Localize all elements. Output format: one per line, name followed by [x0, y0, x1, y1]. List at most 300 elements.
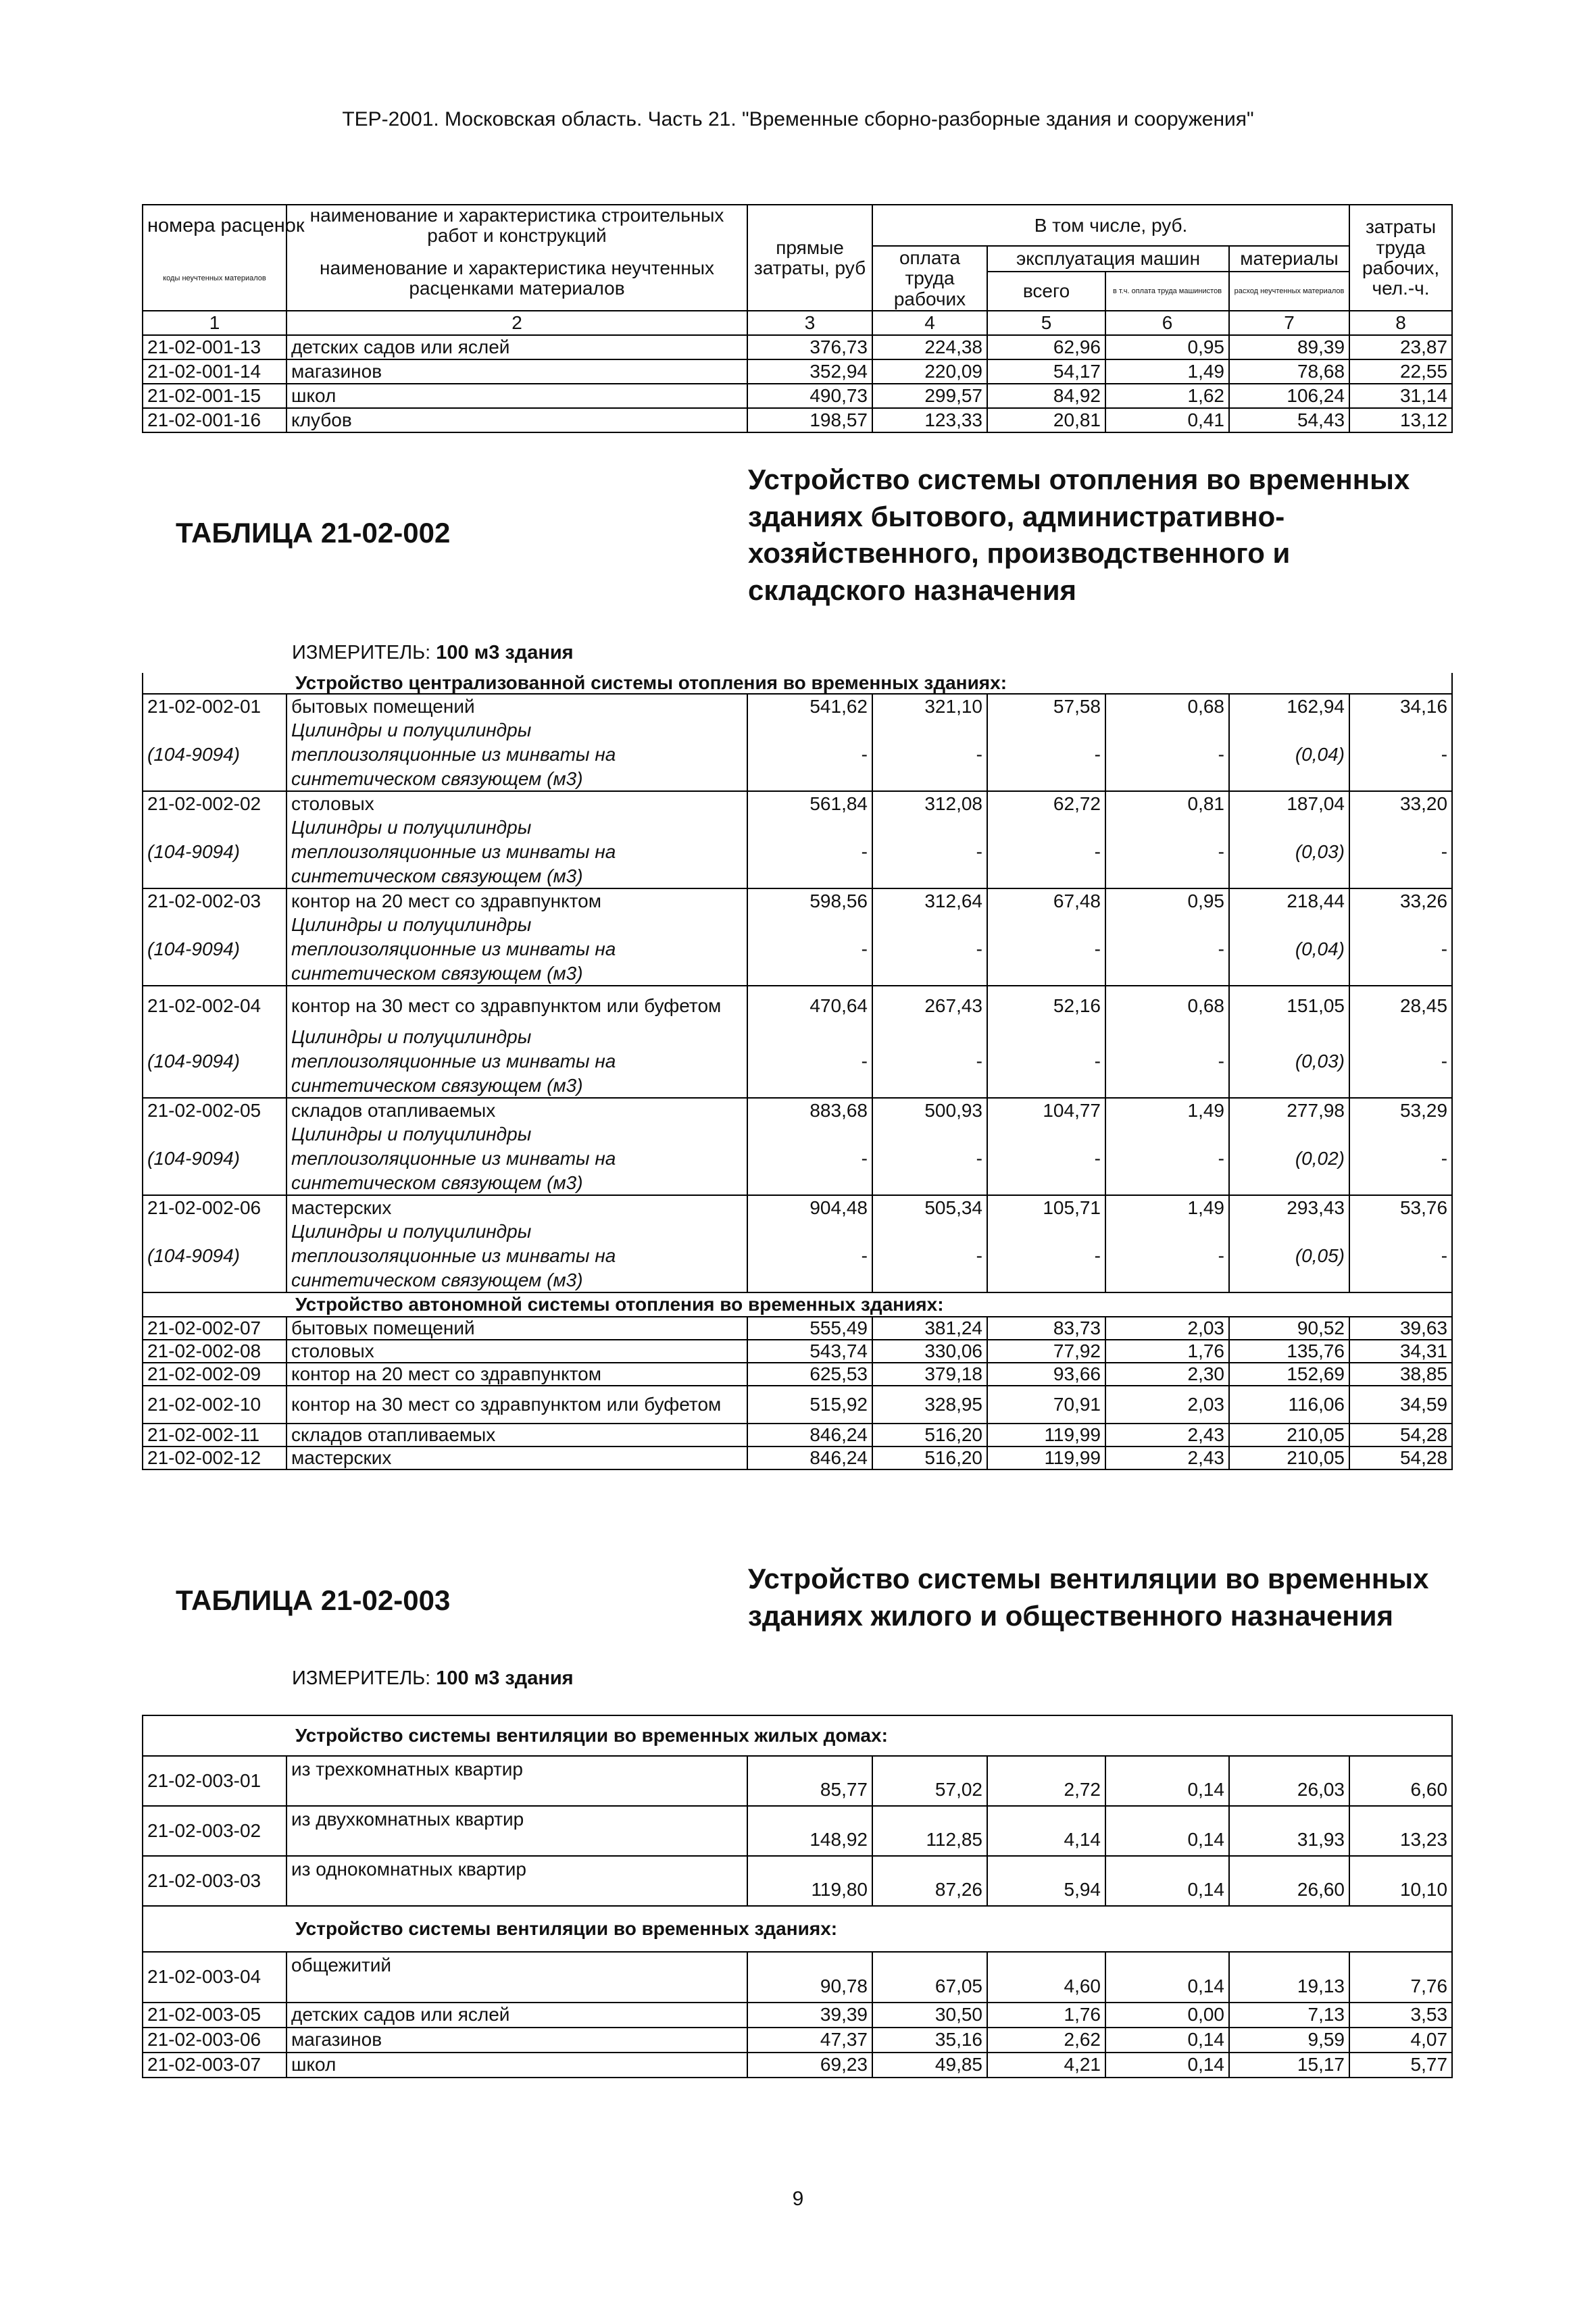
value-cell: 33,26	[1349, 888, 1452, 913]
value-cell: 5,94	[987, 1856, 1105, 1906]
value-cell	[1349, 1268, 1452, 1292]
col-number: 7	[1229, 311, 1349, 335]
material-code	[143, 1268, 286, 1292]
value-cell: 470,64	[747, 986, 872, 1025]
value-cell: 0,68	[1105, 694, 1229, 718]
table-label: ТАБЛИЦА 21-02-002	[176, 517, 451, 549]
table-row	[143, 1386, 1452, 1424]
table-title-line: зданиях бытового, административно-	[748, 500, 1285, 532]
value-cell	[1105, 1074, 1229, 1098]
value-cell: 3,53	[1349, 2003, 1452, 2028]
value-cell: 39,39	[747, 2003, 872, 2028]
table-row	[143, 1806, 1452, 1856]
value-cell	[747, 913, 872, 937]
measure-label: ИЗМЕРИТЕЛЬ:	[292, 1667, 431, 1689]
table-row	[143, 1756, 1452, 1806]
value-cell: 0,14	[1105, 2053, 1229, 2078]
rate-code: 21-02-003-01	[143, 1756, 286, 1806]
measure-value: 100 м3 здания	[436, 642, 574, 663]
material-row	[143, 767, 1452, 791]
value-cell: 69,23	[747, 2053, 872, 2078]
table-row	[143, 2028, 1452, 2053]
material-code: (104-9094)	[143, 840, 286, 864]
material-row	[143, 1268, 1452, 1292]
value-cell: -	[1349, 1147, 1452, 1171]
value-cell: 38,85	[1349, 1363, 1452, 1386]
rate-code: 21-02-002-09	[143, 1363, 286, 1386]
value-cell: -	[987, 743, 1105, 767]
value-cell: 561,84	[747, 791, 872, 815]
value-cell	[872, 1122, 987, 1147]
material-name: теплоизоляционные из минваты на	[286, 937, 747, 961]
value-cell: 119,99	[987, 1447, 1105, 1469]
value-cell: -	[872, 1049, 987, 1074]
group-header-centralized: Устройство централизованной системы отопления во временных зданиях:	[143, 673, 1452, 694]
value-cell: 162,94	[1229, 694, 1349, 718]
value-cell: 277,98	[1229, 1098, 1349, 1122]
value-cell	[987, 1268, 1105, 1292]
value-cell	[987, 961, 1105, 986]
value-cell: 123,33	[872, 408, 987, 432]
value-cell: 19,13	[1229, 1952, 1349, 2003]
value-cell: 31,93	[1229, 1806, 1349, 1856]
table-row	[143, 1447, 1452, 1469]
value-cell: 90,78	[747, 1952, 872, 2003]
value-cell: 0,68	[1105, 986, 1229, 1025]
value-cell: 379,18	[872, 1363, 987, 1386]
value-cell	[987, 1171, 1105, 1195]
table-title	[748, 461, 1410, 609]
value-cell: 34,31	[1349, 1340, 1452, 1363]
table-title-line: Устройство системы отопления во временных	[748, 463, 1410, 495]
value-cell	[872, 864, 987, 888]
value-cell: 904,48	[747, 1195, 872, 1219]
value-cell: 500,93	[872, 1098, 987, 1122]
value-cell: 0,14	[1105, 1856, 1229, 1906]
material-code	[143, 961, 286, 986]
table-title-line: Устройство системы вентиляции во временных	[748, 1563, 1429, 1594]
table-21-02-001	[142, 204, 1453, 433]
table-21-02-002	[142, 673, 1453, 1470]
rate-code: 21-02-002-02	[143, 791, 286, 815]
work-name: мастерских	[286, 1447, 747, 1469]
table-title-line: хозяйственного, производственного и	[748, 537, 1291, 570]
rate-code: 21-02-003-03	[143, 1856, 286, 1906]
material-row	[143, 1171, 1452, 1195]
material-code	[143, 864, 286, 888]
value-cell: 30,50	[872, 2003, 987, 2028]
rate-code: 21-02-002-06	[143, 1195, 286, 1219]
material-name: Цилиндры и полуцилиндры	[286, 1122, 747, 1147]
value-cell: 312,64	[872, 888, 987, 913]
table-row	[143, 2053, 1452, 2078]
value-cell: 218,44	[1229, 888, 1349, 913]
group-header-residential: Устройство системы вентиляции во временных жилых домах:	[143, 1715, 1452, 1756]
value-cell: 2,72	[987, 1756, 1105, 1806]
material-name: теплоизоляционные из минваты на	[286, 743, 747, 767]
material-consumption: (0,04)	[1229, 743, 1349, 767]
col-labor-header: оплата труда рабочих	[872, 246, 987, 311]
value-cell: 0,14	[1105, 1952, 1229, 2003]
value-cell: 89,39	[1229, 335, 1349, 359]
work-name: контор на 20 мест со здравпунктом	[286, 1363, 747, 1386]
col-direct-header: прямые затраты, руб	[747, 205, 872, 311]
value-cell: 13,12	[1349, 408, 1452, 432]
material-consumption	[1229, 815, 1349, 840]
material-row	[143, 864, 1452, 888]
work-name: контор на 30 мест со здравпунктом или буфетом	[286, 986, 747, 1025]
value-cell: 28,45	[1349, 986, 1452, 1025]
work-name: школ	[286, 384, 747, 408]
table-row	[143, 1317, 1452, 1340]
rate-code: 21-02-003-04	[143, 1952, 286, 2003]
work-name: бытовых помещений	[286, 694, 747, 718]
value-cell: 2,03	[1105, 1386, 1229, 1424]
value-cell	[1105, 1268, 1229, 1292]
rate-code: 21-02-001-13	[143, 335, 286, 359]
value-cell: -	[747, 1244, 872, 1268]
value-cell	[1349, 961, 1452, 986]
value-cell: 2,62	[987, 2028, 1105, 2053]
value-cell: 330,06	[872, 1340, 987, 1363]
material-name: теплоизоляционные из минваты на	[286, 1147, 747, 1171]
value-cell	[1349, 1025, 1452, 1049]
value-cell: 0,00	[1105, 2003, 1229, 2028]
value-cell: -	[872, 937, 987, 961]
value-cell: 54,28	[1349, 1447, 1452, 1469]
material-name: синтетическом связующем (м3)	[286, 1268, 747, 1292]
table-row	[143, 1952, 1452, 2003]
material-code: (104-9094)	[143, 743, 286, 767]
value-cell	[987, 864, 1105, 888]
rate-code: 21-02-003-07	[143, 2053, 286, 2078]
table-row	[143, 359, 1452, 384]
value-cell	[1349, 767, 1452, 791]
table-title-line: зданиях жилого и общественного назначения	[748, 1599, 1394, 1632]
value-cell: 598,56	[747, 888, 872, 913]
value-cell: 34,59	[1349, 1386, 1452, 1424]
value-cell	[1105, 1025, 1229, 1049]
material-name: Цилиндры и полуцилиндры	[286, 1219, 747, 1244]
rate-code: 21-02-002-04	[143, 986, 286, 1025]
value-cell: 119,80	[747, 1856, 872, 1906]
value-cell: 20,81	[987, 408, 1105, 432]
value-cell: 105,71	[987, 1195, 1105, 1219]
table-row	[143, 335, 1452, 359]
table-label: ТАБЛИЦА 21-02-003	[176, 1584, 451, 1616]
value-cell: 516,20	[872, 1447, 987, 1469]
material-name: Цилиндры и полуцилиндры	[286, 1025, 747, 1049]
value-cell	[1105, 1219, 1229, 1244]
col-number: 1	[143, 311, 286, 335]
work-name: столовых	[286, 1340, 747, 1363]
value-cell: -	[872, 1147, 987, 1171]
value-cell: 0,95	[1105, 888, 1229, 913]
value-cell: 70,91	[987, 1386, 1105, 1424]
material-consumption	[1229, 767, 1349, 791]
col-number: 2	[286, 311, 747, 335]
value-cell: 22,55	[1349, 359, 1452, 384]
work-name: бытовых помещений	[286, 1317, 747, 1340]
value-cell: 31,14	[1349, 384, 1452, 408]
value-cell: 267,43	[872, 986, 987, 1025]
value-cell: 321,10	[872, 694, 987, 718]
col-incl-header: В том числе, руб.	[872, 205, 1349, 246]
rate-code: 21-02-003-02	[143, 1806, 286, 1856]
value-cell: 299,57	[872, 384, 987, 408]
value-cell: -	[987, 1147, 1105, 1171]
work-name: из однокомнатных квартир	[286, 1856, 747, 1906]
value-cell: 49,85	[872, 2053, 987, 2078]
value-cell: -	[1105, 1147, 1229, 1171]
value-cell: 104,77	[987, 1098, 1105, 1122]
work-name: складов отапливаемых	[286, 1098, 747, 1122]
value-cell: -	[872, 1244, 987, 1268]
page-number: 9	[792, 2188, 804, 2210]
material-name: теплоизоляционные из минваты на	[286, 1244, 747, 1268]
value-cell	[872, 1025, 987, 1049]
value-cell: 148,92	[747, 1806, 872, 1856]
value-cell	[872, 1268, 987, 1292]
material-code	[143, 1074, 286, 1098]
material-code	[143, 815, 286, 840]
value-cell: 0,14	[1105, 1756, 1229, 1806]
value-cell: 83,73	[987, 1317, 1105, 1340]
value-cell: 112,85	[872, 1806, 987, 1856]
col-number: 5	[987, 311, 1105, 335]
material-consumption	[1229, 961, 1349, 986]
value-cell	[1105, 1171, 1229, 1195]
material-consumption: (0,02)	[1229, 1147, 1349, 1171]
value-cell: 352,94	[747, 359, 872, 384]
material-code	[143, 1025, 286, 1049]
value-cell	[872, 767, 987, 791]
material-consumption: (0,03)	[1229, 1049, 1349, 1074]
value-cell: 210,05	[1229, 1447, 1349, 1469]
value-cell: 15,17	[1229, 2053, 1349, 2078]
table-row	[143, 384, 1452, 408]
col-machines-header: эксплуатация машин	[987, 246, 1229, 272]
value-cell	[987, 718, 1105, 743]
material-row	[143, 1025, 1452, 1049]
work-name: контор на 20 мест со здравпунктом	[286, 888, 747, 913]
value-cell	[747, 1122, 872, 1147]
value-cell: -	[1349, 1244, 1452, 1268]
value-cell: 381,24	[872, 1317, 987, 1340]
rate-code: 21-02-002-03	[143, 888, 286, 913]
value-cell	[987, 1219, 1105, 1244]
table-row	[143, 408, 1452, 432]
value-cell: 23,87	[1349, 335, 1452, 359]
value-cell: 541,62	[747, 694, 872, 718]
rate-code: 21-02-002-08	[143, 1340, 286, 1363]
col-hours-header: затраты труда рабочих, чел.-ч.	[1349, 205, 1452, 311]
work-name: из трехкомнатных квартир	[286, 1756, 747, 1806]
value-cell	[1349, 1219, 1452, 1244]
material-name: Цилиндры и полуцилиндры	[286, 913, 747, 937]
value-cell	[987, 1122, 1105, 1147]
value-cell	[1349, 913, 1452, 937]
value-cell: -	[987, 1049, 1105, 1074]
value-cell: -	[1105, 1049, 1229, 1074]
table-row	[143, 1195, 1452, 1219]
value-cell: 187,04	[1229, 791, 1349, 815]
value-cell: 62,72	[987, 791, 1105, 815]
col-codes-subheader: коды неучтенных материалов	[143, 246, 286, 311]
value-cell: 84,92	[987, 384, 1105, 408]
value-cell	[1349, 815, 1452, 840]
value-cell: 33,20	[1349, 791, 1452, 815]
measure-label: ИЗМЕРИТЕЛЬ:	[292, 642, 431, 663]
material-row	[143, 1049, 1452, 1074]
value-cell: 26,60	[1229, 1856, 1349, 1906]
table-row	[143, 2003, 1452, 2028]
value-cell	[1349, 1122, 1452, 1147]
value-cell	[747, 718, 872, 743]
value-cell: -	[1105, 1244, 1229, 1268]
value-cell	[747, 1025, 872, 1049]
value-cell: -	[1349, 1049, 1452, 1074]
value-cell: 505,34	[872, 1195, 987, 1219]
material-name: синтетическом связующем (м3)	[286, 1074, 747, 1098]
value-cell	[1105, 1122, 1229, 1147]
value-cell	[1105, 961, 1229, 986]
value-cell: 151,05	[1229, 986, 1349, 1025]
rate-code: 21-02-001-15	[143, 384, 286, 408]
material-row	[143, 815, 1452, 840]
material-consumption	[1229, 1219, 1349, 1244]
material-name: синтетическом связующем (м3)	[286, 961, 747, 986]
value-cell: 54,28	[1349, 1424, 1452, 1447]
material-row	[143, 840, 1452, 864]
table-title-line: складского назначения	[748, 574, 1077, 606]
value-cell: -	[987, 937, 1105, 961]
value-cell: 0,14	[1105, 2028, 1229, 2053]
value-cell: 1,76	[1105, 1340, 1229, 1363]
material-row	[143, 743, 1452, 767]
material-row	[143, 913, 1452, 937]
value-cell: -	[872, 743, 987, 767]
value-cell	[747, 1268, 872, 1292]
material-code	[143, 913, 286, 937]
work-name: столовых	[286, 791, 747, 815]
measure-value: 100 м3 здания	[436, 1667, 574, 1689]
value-cell: 4,60	[987, 1952, 1105, 2003]
value-cell: 85,77	[747, 1756, 872, 1806]
value-cell: 13,23	[1349, 1806, 1452, 1856]
value-cell: 0,81	[1105, 791, 1229, 815]
material-code	[143, 767, 286, 791]
material-name: Цилиндры и полуцилиндры	[286, 718, 747, 743]
table-row	[143, 791, 1452, 815]
value-cell: 78,68	[1229, 359, 1349, 384]
value-cell	[872, 718, 987, 743]
value-cell	[1349, 718, 1452, 743]
material-row	[143, 718, 1452, 743]
value-cell	[872, 1074, 987, 1098]
material-code: (104-9094)	[143, 1049, 286, 1074]
value-cell: 67,05	[872, 1952, 987, 2003]
value-cell: 2,30	[1105, 1363, 1229, 1386]
col-name-header: наименование и характеристика строительных работ и конструкций	[286, 205, 747, 246]
value-cell: -	[1105, 840, 1229, 864]
value-cell	[1105, 913, 1229, 937]
value-cell: 1,49	[1105, 1195, 1229, 1219]
table-row	[143, 1098, 1452, 1122]
material-name: синтетическом связующем (м3)	[286, 864, 747, 888]
material-row	[143, 937, 1452, 961]
material-code	[143, 718, 286, 743]
material-row	[143, 1074, 1452, 1098]
value-cell: 7,76	[1349, 1952, 1452, 2003]
value-cell: 543,74	[747, 1340, 872, 1363]
value-cell: 2,43	[1105, 1424, 1229, 1447]
value-cell: 515,92	[747, 1386, 872, 1424]
work-name: общежитий	[286, 1952, 747, 2003]
column-numbers-row	[143, 311, 1452, 335]
value-cell: 846,24	[747, 1447, 872, 1469]
material-consumption	[1229, 913, 1349, 937]
col-number: 4	[872, 311, 987, 335]
table-title	[748, 1561, 1429, 1634]
value-cell: 57,58	[987, 694, 1105, 718]
col-name-subheader: наименование и характеристика неучтенных расценками материалов	[286, 246, 747, 311]
value-cell: -	[987, 840, 1105, 864]
material-name: теплоизоляционные из минваты на	[286, 840, 747, 864]
value-cell: 555,49	[747, 1317, 872, 1340]
measure-unit	[292, 1667, 574, 1690]
value-cell: 52,16	[987, 986, 1105, 1025]
rate-code: 21-02-003-05	[143, 2003, 286, 2028]
work-name: мастерских	[286, 1195, 747, 1219]
value-cell: -	[1349, 840, 1452, 864]
material-consumption	[1229, 1025, 1349, 1049]
value-cell	[1349, 1171, 1452, 1195]
value-cell	[747, 1219, 872, 1244]
value-cell: 312,08	[872, 791, 987, 815]
value-cell: 135,76	[1229, 1340, 1349, 1363]
value-cell: 0,41	[1105, 408, 1229, 432]
material-code	[143, 1171, 286, 1195]
rate-code: 21-02-002-11	[143, 1424, 286, 1447]
material-consumption: (0,05)	[1229, 1244, 1349, 1268]
work-name: клубов	[286, 408, 747, 432]
value-cell: 1,76	[987, 2003, 1105, 2028]
value-cell: 1,49	[1105, 1098, 1229, 1122]
work-name: школ	[286, 2053, 747, 2078]
value-cell: 376,73	[747, 335, 872, 359]
value-cell: 90,52	[1229, 1317, 1349, 1340]
material-row	[143, 1122, 1452, 1147]
value-cell	[987, 1074, 1105, 1098]
value-cell: -	[747, 1147, 872, 1171]
value-cell	[872, 1219, 987, 1244]
value-cell: 119,99	[987, 1424, 1105, 1447]
work-name: магазинов	[286, 359, 747, 384]
value-cell: 0,95	[1105, 335, 1229, 359]
table-row	[143, 694, 1452, 718]
value-cell	[1349, 1074, 1452, 1098]
rate-code: 21-02-002-12	[143, 1447, 286, 1469]
value-cell: 2,03	[1105, 1317, 1229, 1340]
work-name: складов отапливаемых	[286, 1424, 747, 1447]
value-cell: -	[747, 1049, 872, 1074]
group-header-public: Устройство системы вентиляции во временных зданиях:	[143, 1906, 1452, 1952]
work-name: из двухкомнатных квартир	[286, 1806, 747, 1856]
value-cell	[987, 1025, 1105, 1049]
value-cell: 7,13	[1229, 2003, 1349, 2028]
value-cell: 224,38	[872, 335, 987, 359]
